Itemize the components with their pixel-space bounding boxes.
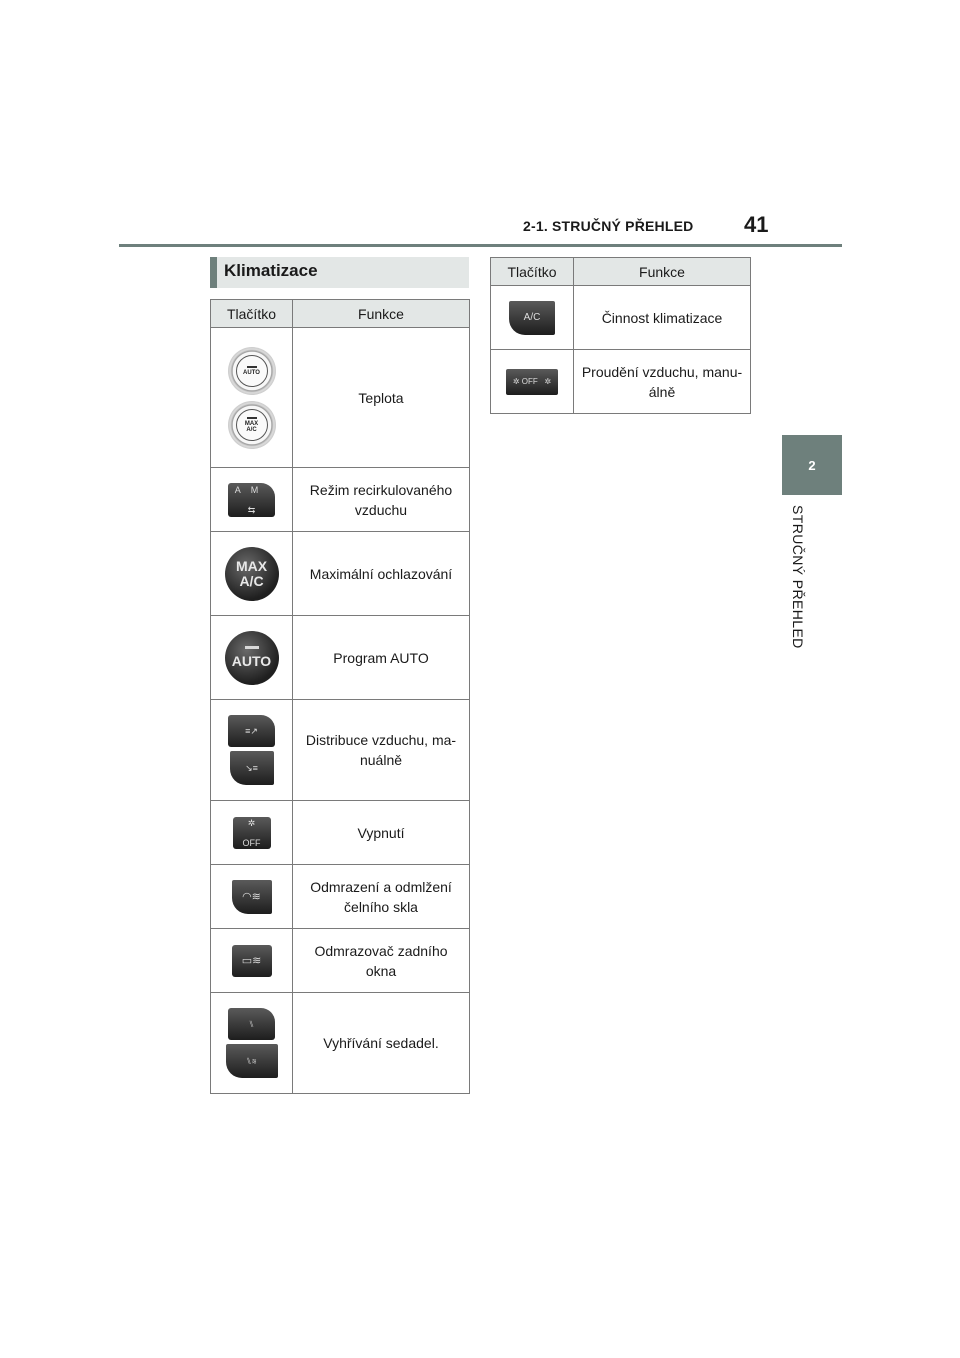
table-row bbox=[491, 350, 751, 414]
function-text: Program AUTO bbox=[293, 616, 470, 700]
auto-icon: AUTO bbox=[225, 631, 279, 685]
chapter-tab[interactable]: 2 bbox=[782, 435, 842, 495]
page-number: 41 bbox=[744, 212, 769, 237]
function-text: Režim recirkulovaného vzduchu bbox=[293, 468, 470, 532]
function-text: Distribuce vzduchu, ma-nuálně bbox=[293, 700, 470, 801]
column-header-button: Tlačítko bbox=[491, 258, 574, 286]
table-row bbox=[211, 616, 470, 700]
table-row bbox=[211, 801, 470, 865]
rear-defrost-icon: ▭≋ bbox=[232, 945, 272, 977]
table-row bbox=[211, 865, 470, 929]
function-text: Činnost klimatizace bbox=[574, 286, 751, 350]
function-text: Vyhřívání sedadel. bbox=[293, 993, 470, 1094]
off-icon: ✲ OFF bbox=[233, 817, 271, 849]
column-header-function: Funkce bbox=[293, 300, 470, 328]
temperature-knob-icon: AUTO MAX A/C bbox=[211, 347, 292, 449]
section-heading: Klimatizace bbox=[210, 257, 469, 288]
header-rule bbox=[119, 244, 842, 247]
table-row bbox=[211, 532, 470, 616]
table-row bbox=[211, 929, 470, 993]
column-header-button: Tlačítko bbox=[211, 300, 293, 328]
seat-heating-icon: ⑊ ⑊≋ bbox=[211, 1008, 292, 1078]
table-row bbox=[211, 328, 470, 468]
table-row bbox=[211, 993, 470, 1094]
windshield-defrost-icon: ◠≋ bbox=[232, 880, 272, 914]
chapter-side-label: STRUČNÝ PŘEHLED bbox=[790, 505, 806, 649]
page-header-title: 2-1. STRUČNÝ PŘEHLED bbox=[523, 218, 694, 234]
table-row bbox=[491, 286, 751, 350]
climate-controls-table-continued bbox=[490, 257, 751, 414]
function-text: Proudění vzduchu, manu-álně bbox=[574, 350, 751, 414]
manual-airflow-icon: ✲ OFF ✲ bbox=[506, 369, 558, 395]
function-text: Vypnutí bbox=[293, 801, 470, 865]
table-row bbox=[211, 700, 470, 801]
column-header-function: Funkce bbox=[574, 258, 751, 286]
function-text: Odmrazovač zadního okna bbox=[293, 929, 470, 993]
recirculation-icon: AM ⇆ bbox=[228, 483, 275, 517]
max-ac-icon: MAX A/C bbox=[225, 547, 279, 601]
climate-controls-table bbox=[210, 299, 470, 1094]
air-distribution-icon: ≡↗ ↘≡ bbox=[211, 715, 292, 785]
function-text: Teplota bbox=[293, 328, 470, 468]
function-text: Maximální ochlazování bbox=[293, 532, 470, 616]
table-row bbox=[211, 468, 470, 532]
ac-icon: A/C bbox=[509, 301, 555, 335]
function-text: Odmrazení a odmlžení čelního skla bbox=[293, 865, 470, 929]
